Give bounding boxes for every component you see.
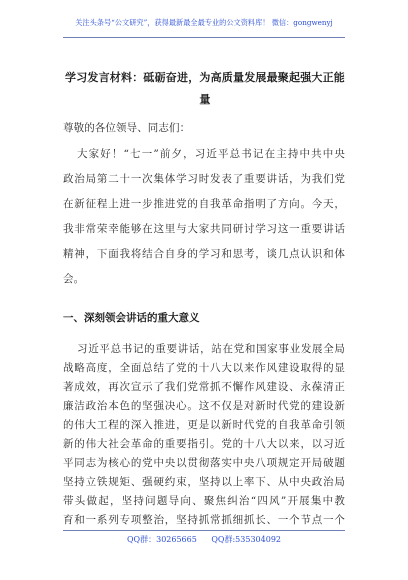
paragraph-2-line: 战略高度，全面总结了党的十八大以来作风建设取得的显 [63, 362, 345, 374]
salutation: 尊敬的各位领导、同志们： [63, 122, 191, 134]
footer-qq-group-1: QQ群：30265665 [126, 535, 197, 544]
paragraph-2-line: 坚持立铁规矩、强硬约束，坚持以上率下、从中央政治局 [63, 476, 345, 488]
paragraph-2-line: 习近平总书记的重要讲话，站在党和国家事业发展全局 [77, 343, 345, 355]
paragraph-2-line: 的伟大工程的深入推进，更是以新时代党的自我革命引领 [63, 419, 345, 431]
paragraph-2-line: 廉洁政治本色的坚强决心。这不仅是对新时代党的建设新 [63, 400, 345, 412]
header-banner: 关注头条号“公文研究”，获得最新最全最专业的公文资料库！ 微信：gongwenyj [75, 18, 333, 27]
paragraph-1-line: 会。 [63, 273, 85, 285]
header-divider [63, 37, 345, 38]
paragraph-2-line: 著成效，再次宣示了我们党常抓不懈作风建设、永葆清正 [63, 381, 345, 393]
paragraph-1-line: 大家好！“七一”前夕，习近平总书记在主持中共中央 [77, 148, 345, 160]
paragraph-2-line: 新的伟大社会革命的重要指引。党的十八大以来，以习近 [63, 438, 345, 450]
footer-qq-group-2: QQ群:535304092 [211, 535, 281, 544]
footer-divider [63, 530, 345, 531]
document-title-line-1: 学习发言材料：砥砺奋进，为高质量发展最聚起强大正能 [65, 71, 345, 84]
paragraph-2-line: 平同志为核心的党中央以贯彻落实中央八项规定开局破题 [63, 457, 345, 469]
paragraph-1-line: 在新征程上进一步推进党的自我革命指明了方向。今天， [63, 198, 345, 210]
footer [0, 534, 408, 545]
document-title-line-2: 量 [199, 93, 211, 106]
paragraph-1-line: 精神，下面我将结合自身的学习和思考，谈几点认识和体 [63, 248, 345, 260]
document-title [60, 67, 350, 111]
paragraph-2-line: 带头做起，坚持问题导向、聚焦纠治“四风”开展集中教 [63, 495, 345, 507]
paragraph-1-line: 我非常荣幸能够在这里与大家共同研讨学习这一重要讲话 [63, 223, 345, 235]
section-heading-1: 一、深刻领会讲话的重大意义 [63, 312, 200, 324]
paragraph-2-line: 育和一系列专项整治，坚持抓常抓细抓长、一个节点一个 [63, 514, 345, 526]
paragraph-1-line: 政治局第二十一次集体学习时发表了重要讲话，为我们党 [63, 173, 345, 185]
